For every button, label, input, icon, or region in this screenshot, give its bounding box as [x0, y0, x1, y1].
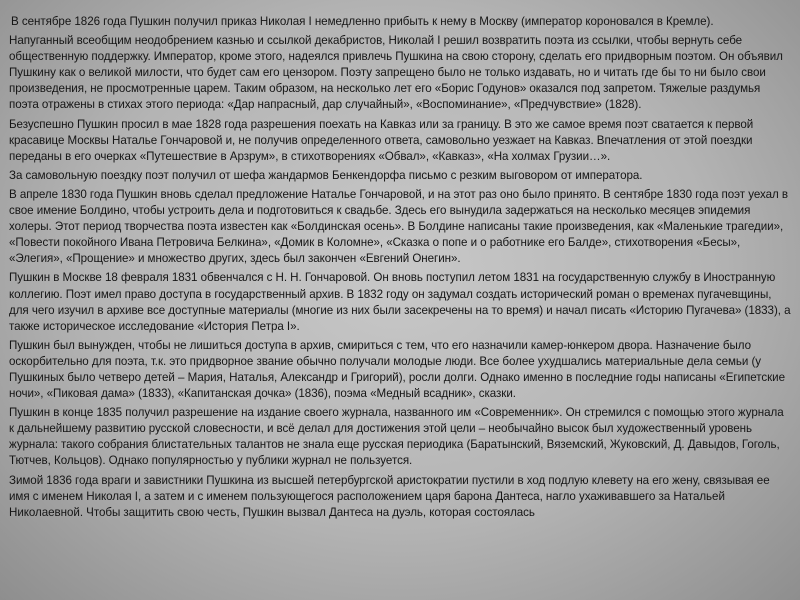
paragraph-2: Напуганный всеобщим неодобрением казнью и ссылкой декабристов, Николай I решил возвратить поэта из ссылки, чтобы вернуть себе общественную поддержку. Император, кроме этого, надеялся привлечь Пушкина на свою сторону, сделать его придворным поэтом. Он объявил Пушкину как о великой милости, что будет сам его цензором. Поэту запрещено было не только издавать, но и читать где бы то ни было свои произведения, не просмотренные царем. Таким образом, на несколько лет его «Борис Годунов» оказался под запретом. Тяжелые раздумья поэта отражены в стихах этого периода: «Дар напрасный, дар случайный», «Воспоминание», «Предчувствие» (1828). — [9, 34, 783, 112]
paragraph-7: Пушкин был вынужден, чтобы не лишиться доступа в архив, смириться с тем, что его назначили камер-юнкером двора. Назначение было оскорбительно для поэта, т.к. это придворное звание обычно получали молодые люди. Все более ухудшались материальные дела семьи (у Пушкиных было четверо детей – Мария, Наталья, Александр и Григорий), росли долги. Однако именно в последние годы написаны «Египетские ночи», «Пиковая дама» (1833), «Капитанская дочка» (1836), поэма «Медный всадник», сказки. — [9, 338, 785, 401]
text-block — [9, 14, 791, 524]
paragraph-9: Зимой 1836 года враги и завистники Пушкина из высшей петербургской аристократии пустили в ход подлую клевету на его жену, связывая ее имя с именем Николая I, а затем и с именем пользующегося расположением царя барона Дантеса, нагло ухаживавшего за Натальей Николаевной. Чтобы защитить свою честь, Пушкин вызвал Дантеса на дуэль, которая состоялась — [9, 473, 770, 519]
paragraph-4: За самовольную поездку поэт получил от шефа жандармов Бенкендорфа письмо с резким выговором от императора. — [9, 168, 643, 182]
paragraph-6: Пушкин в Москве 18 февраля 1831 обвенчался с Н. Н. Гончаровой. Он вновь поступил летом 1831 на государственную службу в Иностранную коллегию. Поэт имел право доступа в государственный архив. В 1832 году он задумал создать исторический роман о временах пугачевщины, для чего изучил в архиве все доступные материалы (многие из них были засекречены на то время) и начал писать «Историю Пугачева» (1833), а также историческое исследование «История Петра I». — [9, 271, 791, 333]
paragraph-8: Пушкин в конце 1835 получил разрешение на издание своего журнала, названного им «Современник». Он стремился с помощью этого журнала к дальнейшему развитию русской словесности, и всё делал для достижения этой цели – необычайно высок был художественный уровень журнала: такого собрания блистательных талантов не знала еще русская периодика (Баратынский, Вяземский, Жуковский, Д. Давыдов, Гоголь, Тютчев, Кольцов). Однако популярностью у публики журнал не пользуется. — [9, 406, 784, 468]
paragraph-1: В сентябре 1826 года Пушкин получил приказ Николая I немедленно прибыть к нему в Москву (император короновался в Кремле). — [11, 15, 714, 28]
paragraph-3: Безуспешно Пушкин просил в мае 1828 года разрешения поехать на Кавказ или за границу. В это же самое время поэт сватается к первой красавице Москвы Наталье Гончаровой и, не получив определенного ответа, самовольно уезжает на Кавказ. Впечатления от этой поездки переданы в его очерках «Путешествие в Арзрум», в стихотворениях «Обвал», «Кавказ», «На холмах Грузии…». — [9, 117, 754, 163]
paragraph-5: В апреле 1830 года Пушкин вновь сделал предложение Наталье Гончаровой, и на этот раз оно было принято. В сентябре 1830 года поэт уехал в свое имение Болдино, чтобы устроить дела и подготовиться к свадьбе. Здесь его вынудила задержаться на несколько месяцев эпидемия холеры. Этот период творчества поэта известен как «Болдинская осень». В Болдине написаны такие произведения, как «Маленькие трагедии», «Повести покойного Ивана Петровича Белкина», «Домик в Коломне», «Сказка о попе и о работнике его Балде», стихотворения «Бесы», «Элегия», «Прощение» и множество других, здесь был закончен «Евгений Онегин». — [9, 187, 788, 266]
